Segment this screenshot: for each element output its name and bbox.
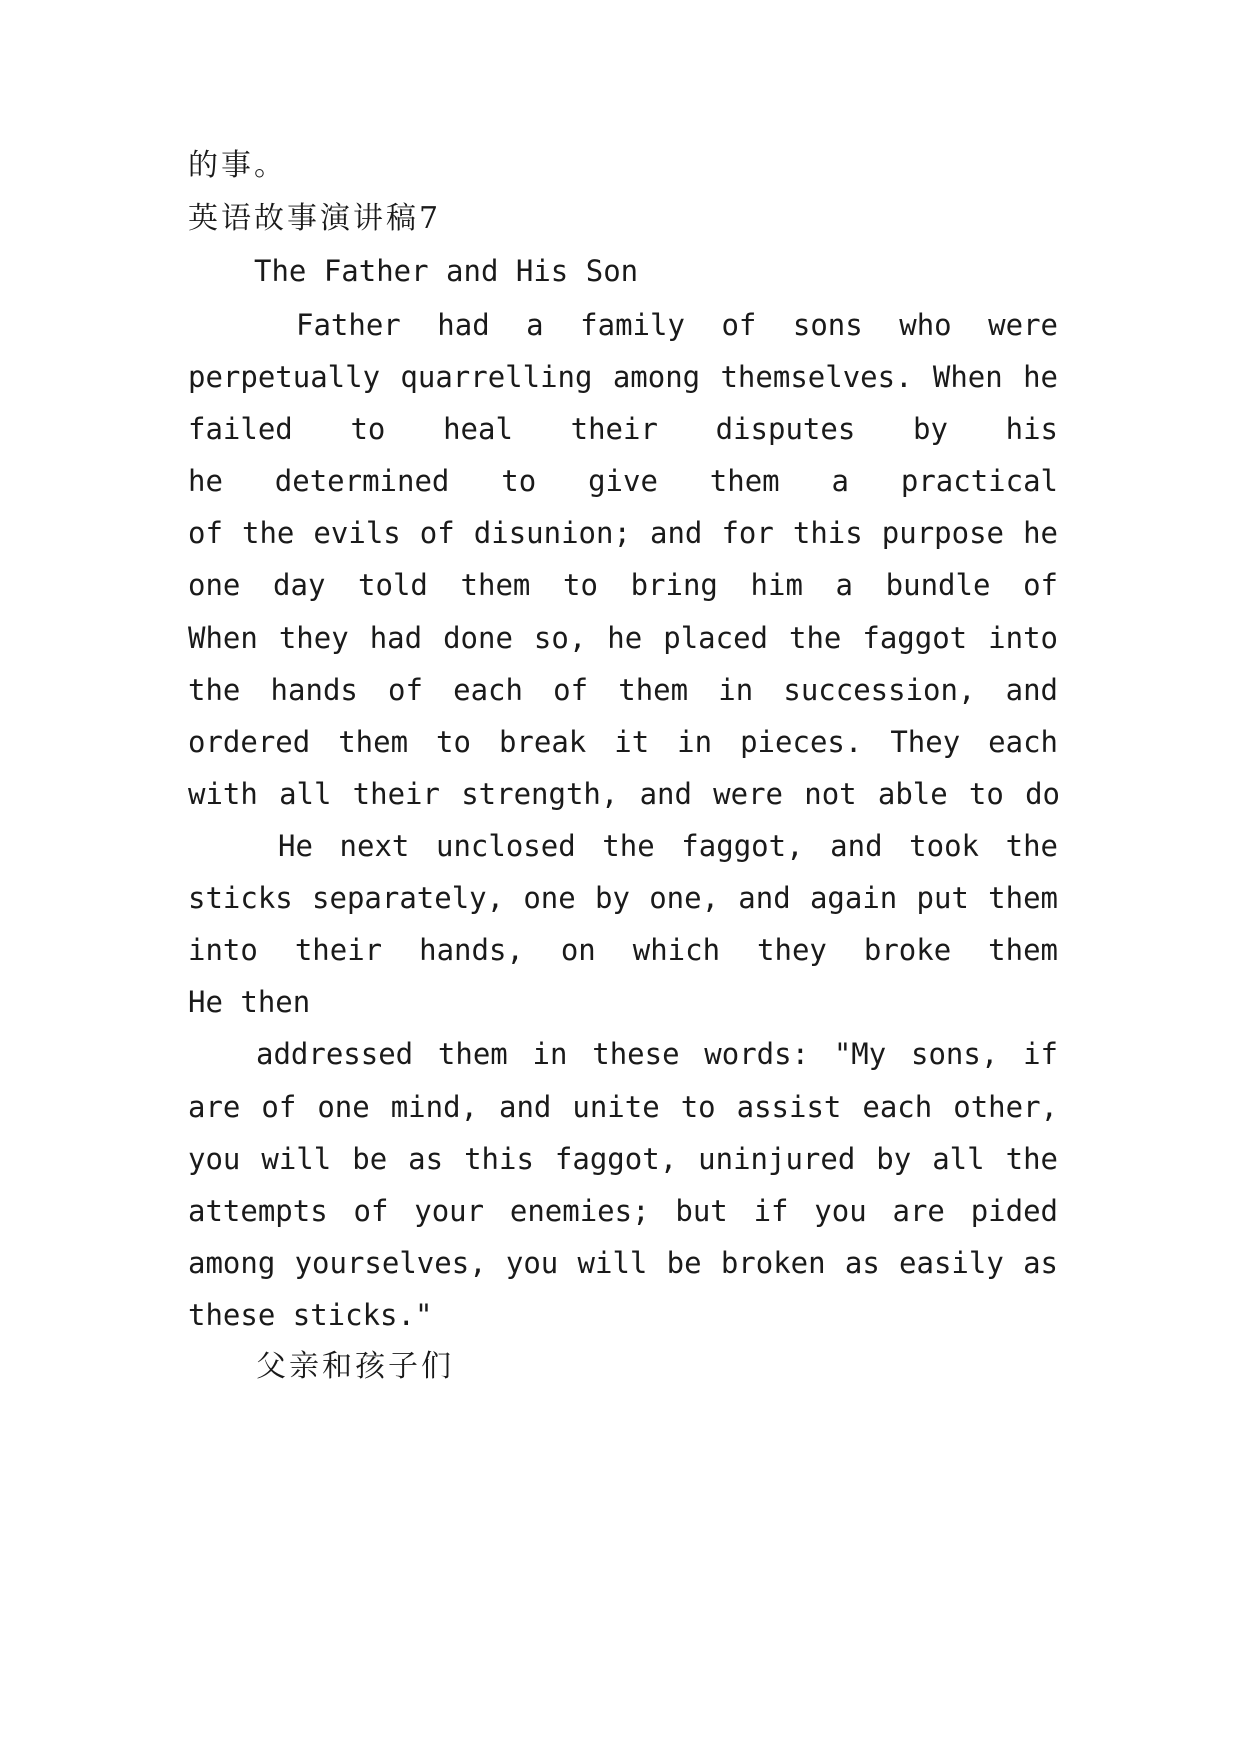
paragraph-line: into their hands, on which they broke them <box>188 933 1058 967</box>
paragraph-line: the hands of each of them in succession, and <box>188 673 1058 707</box>
paragraph-line: failed to heal their disputes by his <box>188 412 1058 446</box>
paragraph-line: ordered them to break it in pieces. They each <box>188 725 1058 759</box>
paragraph-line: he determined to give them a practical <box>188 464 1058 498</box>
paragraph-line: addressed them in these words: "My sons, if <box>256 1037 1058 1071</box>
story-title: The Father and His Son <box>254 254 639 288</box>
paragraph-line: among yourselves, you will be broken as easily as <box>188 1246 1058 1280</box>
paragraph-line: these sticks." <box>188 1298 433 1332</box>
paragraph-line: sticks separately, one by one, and again put them <box>188 881 1058 915</box>
continuation-line: 的事。 <box>188 148 287 183</box>
paragraph-line: are of one mind, and unite to assist each other, <box>188 1090 1058 1124</box>
translation-heading: 父亲和孩子们 <box>256 1349 454 1384</box>
paragraph-line: When they had done so, he placed the faggot into <box>188 621 1058 655</box>
paragraph-line: attempts of your enemies; but if you are pided <box>188 1194 1058 1228</box>
paragraph-line: Father had a family of sons who were <box>296 308 1058 342</box>
paragraph-line: of the evils of disunion; and for this purpose he <box>188 516 1058 550</box>
paragraph-line: He then <box>188 985 311 1019</box>
paragraph-line: with all their strength, and were not able to do <box>188 777 1060 811</box>
paragraph-line: He next unclosed the faggot, and took the <box>278 829 1058 863</box>
section-heading: 英语故事演讲稿7 <box>188 201 442 236</box>
paragraph-line: perpetually quarrelling among themselves. When he <box>188 360 1058 394</box>
paragraph-line: one day told them to bring him a bundle of <box>188 568 1058 602</box>
paragraph-line: you will be as this faggot, uninjured by all the <box>188 1142 1058 1176</box>
